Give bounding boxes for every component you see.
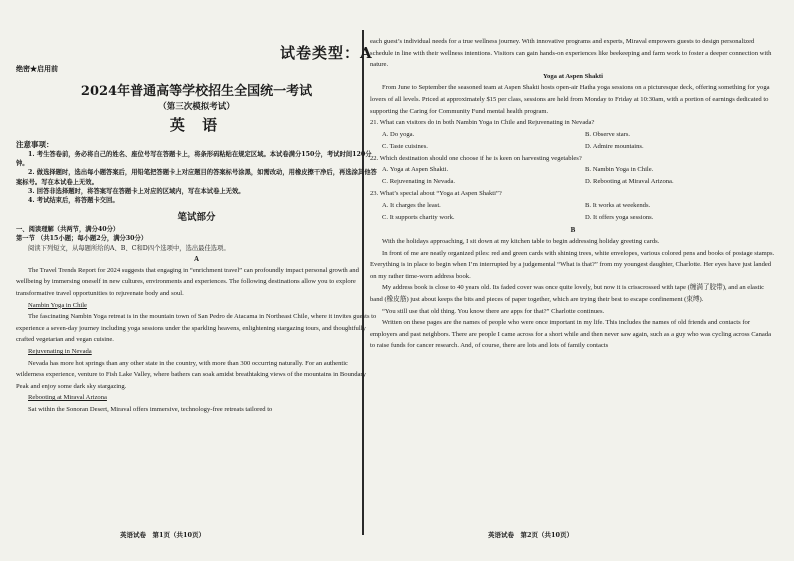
question-option: C. Rejuvenating in Nevada. [382, 178, 456, 186]
page-two-footer: 英语试卷 第2页（共10页） [488, 531, 574, 539]
passage-a-paragraph: Sat within the Sonoran Desert, Miraval offers immersive, technology-free retreats tailored to [28, 405, 273, 413]
exam-type-label: 试卷类型：A [280, 44, 373, 62]
page-two-column [366, 0, 784, 561]
question-option: C. Taste cuisines. [382, 142, 428, 150]
question-stem: 23. What’s special about “Yoga at Aspen Shakti”? [370, 190, 502, 198]
note-item: 4. 考试结束后，将答题卡交回。 [28, 197, 119, 205]
question-option: A. Do yoga. [382, 130, 415, 138]
page-one-footer: 英语试卷 第1页（共10页） [120, 531, 206, 539]
question-option: D. Admire mountains. [585, 142, 644, 150]
question-option: B. Observe stars. [585, 130, 631, 138]
passage-b-label: B [570, 225, 576, 234]
passage-b-paragraph: Written on these pages are the names of people who were once important in my life. This includes the names of old friends and contacts for employers and past neighbors. There are people I came across for a short while and then never saw again, such as a guy who was cycling across Canada to raise funds for cancer research. And, of course, there are lots and lots of family contacts [370, 319, 772, 350]
question-options [370, 212, 776, 224]
passage-a-paragraph: The fascinating Nambin Yoga retreat is in the mountain town of San Pedro de Atacama in Northeast Chile, where it invites guests to experience a seven-day journey including yoga sessions under the sparkling heavens, enlightening stargazing tours, and thoughtfully crafted vegetarian and vegan cuisine. [16, 313, 377, 344]
passage-a-label: A [193, 254, 200, 263]
part-one-heading: 一、阅读理解（共两节，满分40分） [16, 226, 120, 234]
question-option: B. Nambin Yoga in Chile. [585, 166, 654, 174]
passage-a-subheading: Rebooting at Miraval Arizona [28, 394, 107, 402]
reading-instruction: 阅读下列短文，从每题所给的A、B、C和D四个选项中，选出最佳选项。 [28, 244, 230, 252]
question-options [370, 176, 776, 188]
passage-b-paragraph: With the holidays approaching, I sit down at my kitchen table to begin addressing holiday greeting cards. [382, 237, 660, 245]
question-options [370, 129, 776, 141]
question-option: B. It works at weekends. [585, 201, 651, 209]
passage-a-subheading: Rejuvenating in Nevada [28, 347, 92, 355]
question-option: D. Rebooting at Miraval Arizona. [585, 178, 674, 186]
question-option: D. It offers yoga sessions. [585, 213, 654, 221]
subject-title: 英 语 [169, 116, 224, 134]
note-item: 2. 做选择题时，选出每小题答案后，用铅笔把答题卡上对应题目的答案标号涂黑，如需改动，用橡皮擦干净后，再选涂其他答案标号。写在本试卷上无效。 [16, 169, 377, 186]
passage-a-paragraph: each guest’s individual needs for a true wellness journey. With innovative programs and experts, Miraval empowers guests to design personalized schedule in line with their wellness intentions. Visitors can gain hands-on experiences like beekeeping and farm work to foster a deeper connection with nature. [370, 38, 772, 69]
exam-title: 2024年普通高等学校招生全国统一考试 [80, 84, 313, 99]
passage-a-paragraph: From June to September the seasoned team at Aspen Shakti hosts open-air Hatha yoga sessions on a picturesque deck, offering something for yoga lovers of all levels. Priced at approximately $15 per class, sessions are held from Monday to Friday at 10:30am, with a portion of earnings dedicated to supporting the Caring for Community Fund mental health program. [370, 84, 770, 115]
passage-b-paragraph: In front of me are neatly organized piles: red and green cards with shining trees, white envelopes, various colored pens and books of postage stamps. Everything is in place to begin when I’m interrupted by a judgemental “What is that?” from my youngest daughter, Charlotte. Her eyes have just landed on my rather time-worn address book. [370, 249, 775, 280]
notes-heading: 注意事项： [16, 140, 54, 149]
passage-b-paragraph: “You still use that old thing. You know there are apps for that?” Charlotte continues. [382, 307, 605, 315]
passage-a-paragraph: The Travel Trends Report for 2024 suggests that engaging in “enrichment travel” can profoundly impact personal growth and wellbeing by immersing oneself in new cultures, environments and experiences. The following destinations allow you to explore transformative travel opportunities to rejuvenate body and soul. [16, 266, 359, 298]
question-option: A. Yoga at Aspen Shakti. [382, 166, 449, 174]
section-one-heading: 第一节 （共15小题；每小题2分，满分30分） [16, 235, 148, 243]
question-stem: 22. Which destination should one choose if he is keen on harvesting vegetables? [370, 154, 582, 162]
question-options [370, 164, 776, 176]
passage-a-subheading: Yoga at Aspen Shakti [543, 72, 603, 80]
exam-subtitle: （第三次模拟考试） [158, 102, 235, 112]
question-option: A. It charges the least. [382, 201, 441, 209]
written-part-heading: 笔试部分 [177, 212, 216, 224]
passage-b-paragraph: My address book is close to 40 years old. Its faded cover was once quite lovely, but now it is crisscrossed with tape (缠满了胶带), and an elastic band (橡皮筋) just about keeps the bits and pieces of paper together, which are trying their best to escape confinement (束缚). [370, 284, 765, 303]
question-options [370, 200, 776, 212]
question-stem: 21. What can visitors do in both Nambin Yoga in Chile and Rejuvenating in Nevada? [370, 119, 595, 127]
question-option: C. It supports charity work. [382, 213, 455, 221]
passage-a-subheading: Nambin Yoga in Chile [28, 301, 87, 309]
note-item: 3. 回答非选择题时，将答案写在答题卡上对应的区域内，写在本试卷上无效。 [28, 187, 245, 195]
question-options [370, 141, 776, 153]
secret-label: 绝密★启用前 [16, 64, 58, 73]
page-one-column [0, 0, 383, 561]
passage-a-paragraph: Nevada has more hot springs than any other state in the country, with more than 300 occurring naturally. For an authentic wilderness experience, venture to Fish Lake Valley, where bathers can soak amidst breathtaking views of the mountains in Boundary Peak and enjoy some dark sky stargazing. [16, 359, 366, 390]
note-item: 1. 考生答卷前，务必将自己的姓名、座位号写在答题卡上，将条形码粘贴在规定区域。本试卷满分150分，考试时间120分钟。 [16, 151, 372, 168]
